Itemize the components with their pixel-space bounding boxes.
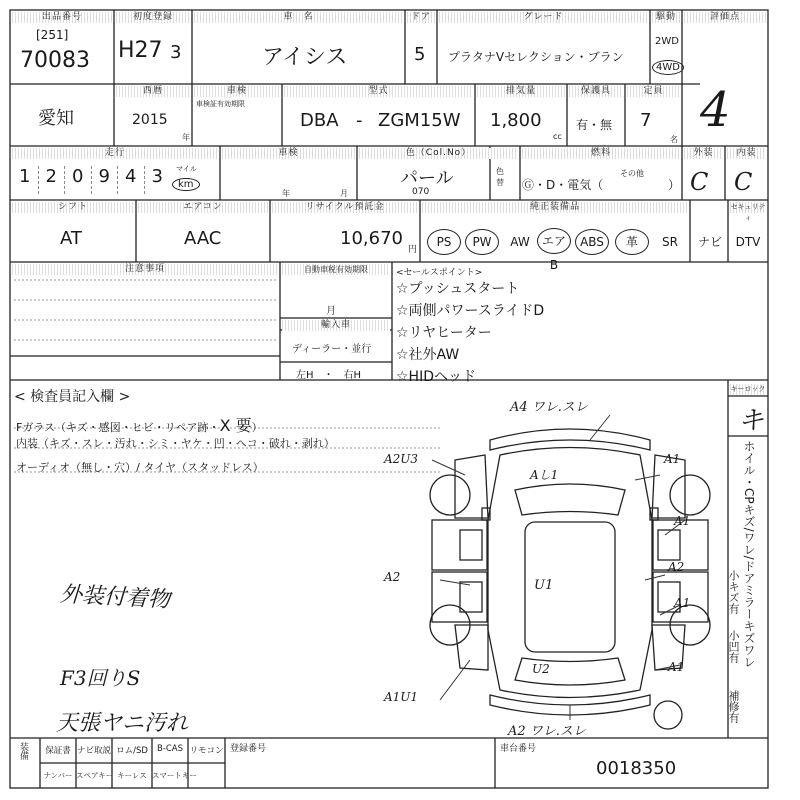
mileage-digit: 1	[12, 166, 39, 194]
shaken-year: 年	[282, 189, 290, 198]
handwritten-note: 天張ヤニ汚れ	[56, 711, 189, 736]
sales-point: ☆リヤヒーター	[396, 325, 492, 341]
footer-item: ロム/SD	[116, 746, 148, 756]
right-vertical-note: ホイル・CPキズ/ワレ/ドアミラーキズワレ	[742, 440, 756, 668]
color-code: 070	[412, 187, 430, 197]
displacement-value: 1,800	[490, 110, 542, 131]
damage-front: A4 ワレ.スレ	[510, 400, 588, 415]
damage-right-4: A1	[674, 596, 691, 610]
displacement-unit: cc	[553, 132, 562, 141]
car-name-header: 車 名	[194, 12, 403, 23]
inspection-audio: オーディオ（無し・穴）/ タイヤ（スタッドレス）	[16, 461, 264, 474]
door-count: 5	[414, 44, 426, 65]
interior-header: 内装	[727, 148, 766, 159]
key-header: キーロック	[730, 385, 766, 393]
dealer-label: ディーラー・並行	[292, 344, 372, 355]
drive-header: 駆動	[652, 12, 680, 23]
grade-value: プラタナVセレクション・ブラン	[448, 50, 624, 64]
mileage-digit: 4	[118, 166, 145, 194]
capacity-header: 定員	[627, 86, 680, 97]
equipment-header: 純正装備品	[422, 202, 688, 213]
security-header: セキュリティ	[730, 203, 766, 222]
inspection-glass-end: ）	[251, 421, 263, 434]
recycle-header: リサイクル預託金	[272, 202, 418, 213]
exterior-grade: C	[690, 168, 709, 196]
color-value: パール	[400, 168, 454, 189]
recycle-flag-header: 保護具	[569, 86, 623, 97]
door-header: ドア	[407, 12, 435, 23]
sales-point: ☆社外AW	[396, 347, 460, 363]
drive-2wd: 2WD	[655, 36, 679, 47]
inspection-title: < 検査員記入欄 >	[14, 389, 131, 405]
aircon-value: AAC	[184, 228, 222, 249]
mileage-header: 走行	[12, 148, 218, 159]
damage-rear-left: A1U1	[384, 690, 419, 704]
mileage-unit-mile: マイル	[176, 165, 197, 173]
lot-sub: [251]	[36, 28, 69, 42]
equipment-item: ABS	[572, 228, 612, 256]
equipment-item: 革	[612, 228, 652, 256]
interior-grade: C	[734, 168, 753, 196]
cert-no-label: 登録番号	[230, 744, 267, 754]
fuel-other: その他	[620, 169, 644, 178]
mileage-odometer	[12, 166, 170, 194]
shift-header: シフト	[12, 202, 134, 213]
color-header: 色（Col.No）	[359, 148, 518, 159]
year-header: 西暦	[116, 86, 190, 97]
shift-value: AT	[60, 228, 82, 249]
damage-right-1: A1	[664, 452, 681, 466]
footer-item: スペアキー	[76, 771, 114, 780]
damage-right-3: A2	[668, 560, 685, 574]
mileage-digit: 3	[151, 166, 163, 187]
score-value: 4	[700, 82, 731, 138]
lot-header: 出品番号	[12, 12, 112, 23]
year-unit: 年	[182, 133, 190, 142]
damage-hood: Aし1	[530, 468, 559, 482]
footer-item: ナンバー	[43, 771, 73, 780]
mileage-digit: 9	[92, 166, 119, 194]
mileage-digit: 0	[65, 166, 92, 194]
location: 愛知	[38, 108, 74, 129]
inspection-interior: 内装（キズ・スレ・汚れ・シミ・ヤケ・凹・ヘコ・破れ・剥れ）	[16, 437, 335, 450]
footer-vertical: 装備	[18, 742, 28, 760]
fuel-header: 燃料	[522, 148, 680, 159]
mileage-digit: 2	[39, 166, 66, 194]
first-reg-era: H27	[118, 38, 163, 63]
sales-point: ☆プッシュスタート	[396, 281, 520, 297]
drive-4wd: 4WD	[652, 60, 684, 75]
chassis-label: 車台番号	[500, 744, 537, 754]
damage-fl-fender: A2U3	[384, 452, 419, 466]
equipment-item: SR	[662, 235, 678, 249]
year-value: 2015	[132, 112, 168, 128]
capacity-unit: 名	[670, 135, 678, 144]
model-code: ZGM15W	[378, 110, 461, 131]
footer-item: B-CAS	[156, 744, 184, 754]
shaken-month: 月	[340, 189, 348, 198]
recycle-unit: 円	[408, 245, 418, 255]
shaken-note: 車検証有効期限	[196, 100, 245, 108]
inspection-glass: Fガラス（キズ・感図・ヒビ・リペア跡・	[16, 421, 220, 434]
footer-item: 保証書	[45, 746, 71, 756]
equipment-item: PS	[424, 228, 464, 256]
shaken-header: 車検	[194, 86, 280, 97]
color-change-label: 色替	[496, 167, 504, 187]
fuel-close: ）	[668, 178, 681, 192]
model-header: 型式	[284, 86, 473, 97]
handwritten-note: 外装付着物	[59, 582, 171, 613]
ari-nashi: 有・無	[576, 118, 613, 132]
sales-point: ☆HIDヘッド	[396, 369, 476, 385]
inspection-glass-row	[16, 413, 263, 436]
notes-header: 注意事項	[12, 264, 278, 275]
recycle-fee: 10,670	[340, 228, 403, 249]
equipment-item: エアB	[534, 228, 574, 256]
footer-item: ナビ取説	[76, 746, 111, 756]
equipment-item: AW	[510, 235, 530, 249]
first-reg-month: 3	[170, 42, 182, 63]
right-small-note: 小凹有	[727, 630, 740, 663]
key-mark: キ	[738, 406, 765, 436]
sales-header: <セールスポイント>	[396, 268, 483, 278]
import-header: 輸入車	[282, 320, 390, 331]
inspection-glass-mark: X 要	[219, 416, 252, 435]
cert-month: 月	[326, 306, 336, 317]
damage-trunk: U2	[532, 662, 550, 676]
shaken-date-header: 車検	[222, 148, 355, 159]
footer-item: キーレス	[117, 771, 147, 780]
cert-header: 自動車税有効期限	[282, 264, 390, 275]
footer-item: リモコン	[189, 746, 224, 756]
right-small-note: 補修有	[727, 690, 740, 723]
score-header: 評価点	[684, 12, 766, 23]
damage-roof: U1	[534, 578, 554, 593]
lot-number: 70083	[20, 48, 90, 73]
equipment-item: ナビ	[697, 235, 722, 249]
displacement-header: 排気量	[477, 86, 565, 97]
capacity-value: 7	[640, 110, 652, 131]
car-name: アイシス	[262, 45, 348, 70]
model-sep: -	[356, 110, 363, 131]
fuel-options: Ⓖ・D・電気（	[522, 178, 604, 192]
model-prefix: DBA	[300, 110, 339, 131]
damage-rear: A2 ワレ.スレ	[508, 724, 586, 739]
right-small-note: 小キズ有	[727, 570, 740, 614]
equipment-item: PW	[462, 228, 502, 256]
steering: 左H ・ 右H	[296, 370, 362, 381]
damage-right-2: A1	[674, 514, 691, 528]
chassis-number: 0018350	[596, 758, 677, 779]
sales-point: ☆両側パワースライドD	[396, 303, 545, 319]
first-reg-header: 初度登録	[116, 12, 190, 23]
aircon-header: エアコン	[138, 202, 268, 213]
grade-header: グレード	[439, 12, 648, 23]
equipment-item: DTV	[735, 235, 761, 249]
footer-item: スマートキー	[152, 771, 197, 780]
exterior-header: 外装	[684, 148, 723, 159]
damage-right-5: A1	[668, 660, 685, 674]
damage-left-door: A2	[384, 570, 401, 584]
handwritten-note: F3回りS	[60, 666, 141, 690]
mileage-unit-km: km	[172, 178, 200, 191]
